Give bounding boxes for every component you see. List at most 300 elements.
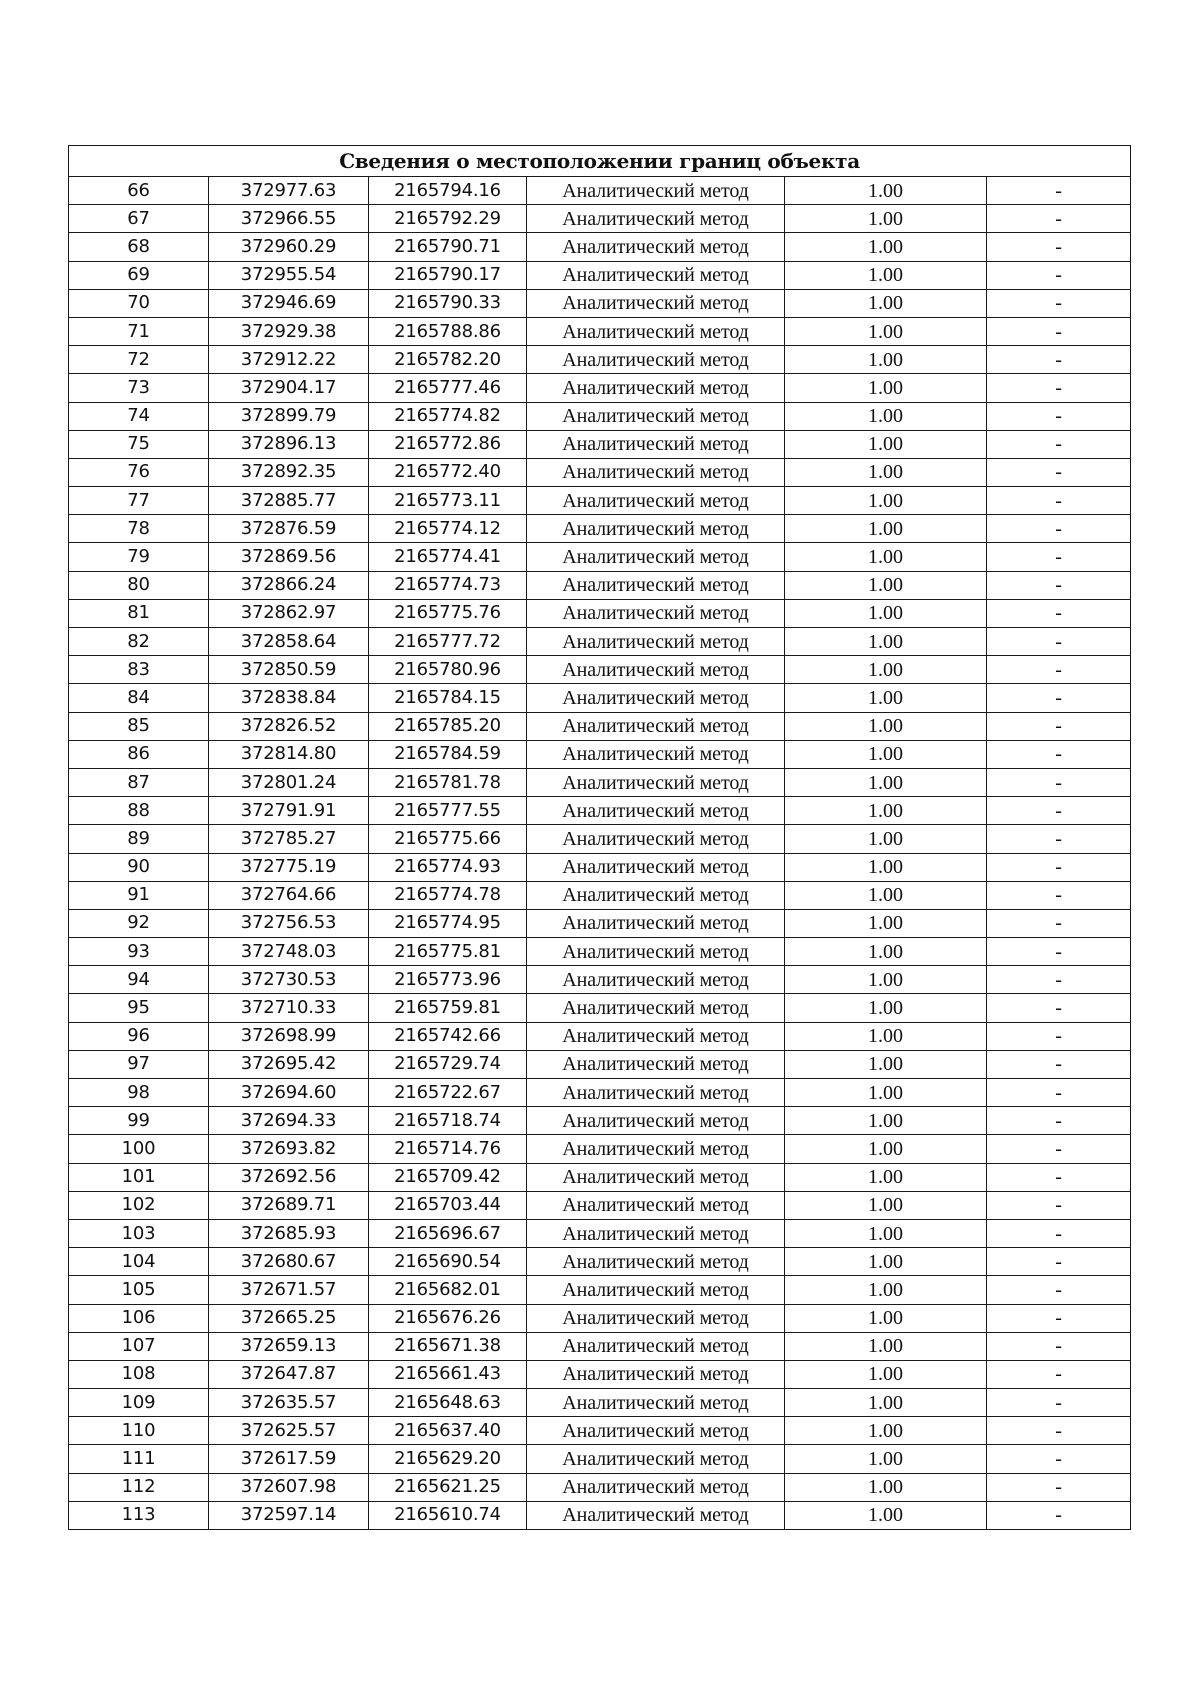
description-cell: - [987,1473,1131,1501]
table-row [69,1079,1131,1107]
accuracy-cell: 1.00 [785,458,987,486]
description-cell: - [987,571,1131,599]
accuracy-cell: 1.00 [785,1050,987,1078]
x-coordinate-cell: 372659.13 [209,1332,369,1360]
accuracy-cell: 1.00 [785,205,987,233]
y-coordinate-cell: 2165703.44 [369,1191,527,1219]
table-body [69,146,1131,1530]
x-coordinate-cell: 372698.99 [209,1022,369,1050]
description-cell: - [987,1501,1131,1529]
table-row [69,1191,1131,1219]
accuracy-cell: 1.00 [785,1304,987,1332]
description-cell: - [987,825,1131,853]
accuracy-cell: 1.00 [785,825,987,853]
point-number-cell: 72 [69,346,209,374]
method-cell: Аналитический метод [527,543,785,571]
x-coordinate-cell: 372977.63 [209,177,369,205]
y-coordinate-cell: 2165782.20 [369,346,527,374]
point-number-cell: 90 [69,853,209,881]
method-cell: Аналитический метод [527,1107,785,1135]
description-cell: - [987,1022,1131,1050]
method-cell: Аналитический метод [527,1473,785,1501]
y-coordinate-cell: 2165773.11 [369,487,527,515]
description-cell: - [987,712,1131,740]
method-cell: Аналитический метод [527,1163,785,1191]
description-cell: - [987,1107,1131,1135]
table-row [69,205,1131,233]
point-number-cell: 92 [69,909,209,937]
x-coordinate-cell: 372775.19 [209,853,369,881]
description-cell: - [987,261,1131,289]
point-number-cell: 76 [69,458,209,486]
y-coordinate-cell: 2165676.26 [369,1304,527,1332]
y-coordinate-cell: 2165610.74 [369,1501,527,1529]
x-coordinate-cell: 372929.38 [209,317,369,345]
accuracy-cell: 1.00 [785,740,987,768]
method-cell: Аналитический метод [527,1276,785,1304]
method-cell: Аналитический метод [527,374,785,402]
accuracy-cell: 1.00 [785,966,987,994]
point-number-cell: 106 [69,1304,209,1332]
method-cell: Аналитический метод [527,177,785,205]
description-cell: - [987,938,1131,966]
y-coordinate-cell: 2165774.82 [369,402,527,430]
accuracy-cell: 1.00 [785,374,987,402]
x-coordinate-cell: 372912.22 [209,346,369,374]
method-cell: Аналитический метод [527,1219,785,1247]
method-cell: Аналитический метод [527,1417,785,1445]
point-number-cell: 79 [69,543,209,571]
point-number-cell: 100 [69,1135,209,1163]
x-coordinate-cell: 372625.57 [209,1417,369,1445]
table-row [69,909,1131,937]
method-cell: Аналитический метод [527,797,785,825]
accuracy-cell: 1.00 [785,656,987,684]
description-cell: - [987,599,1131,627]
method-cell: Аналитический метод [527,684,785,712]
accuracy-cell: 1.00 [785,599,987,627]
table-row [69,515,1131,543]
table-row [69,656,1131,684]
x-coordinate-cell: 372756.53 [209,909,369,937]
accuracy-cell: 1.00 [785,1501,987,1529]
table-title: Сведения о местоположении границ объекта [69,146,1131,177]
x-coordinate-cell: 372869.56 [209,543,369,571]
y-coordinate-cell: 2165781.78 [369,768,527,796]
y-coordinate-cell: 2165629.20 [369,1445,527,1473]
y-coordinate-cell: 2165774.78 [369,881,527,909]
y-coordinate-cell: 2165790.71 [369,233,527,261]
description-cell: - [987,543,1131,571]
accuracy-cell: 1.00 [785,853,987,881]
y-coordinate-cell: 2165777.46 [369,374,527,402]
method-cell: Аналитический метод [527,1445,785,1473]
table-row [69,938,1131,966]
method-cell: Аналитический метод [527,966,785,994]
x-coordinate-cell: 372876.59 [209,515,369,543]
x-coordinate-cell: 372791.91 [209,797,369,825]
table-row [69,1501,1131,1529]
point-number-cell: 86 [69,740,209,768]
table-row [69,458,1131,486]
y-coordinate-cell: 2165774.41 [369,543,527,571]
table-row [69,881,1131,909]
x-coordinate-cell: 372858.64 [209,628,369,656]
y-coordinate-cell: 2165775.81 [369,938,527,966]
description-cell: - [987,1050,1131,1078]
point-number-cell: 66 [69,177,209,205]
x-coordinate-cell: 372730.53 [209,966,369,994]
y-coordinate-cell: 2165718.74 [369,1107,527,1135]
point-number-cell: 96 [69,1022,209,1050]
point-number-cell: 81 [69,599,209,627]
x-coordinate-cell: 372694.33 [209,1107,369,1135]
accuracy-cell: 1.00 [785,994,987,1022]
y-coordinate-cell: 2165637.40 [369,1417,527,1445]
accuracy-cell: 1.00 [785,1022,987,1050]
x-coordinate-cell: 372689.71 [209,1191,369,1219]
method-cell: Аналитический метод [527,261,785,289]
table-row [69,768,1131,796]
description-cell: - [987,1389,1131,1417]
table-row [69,684,1131,712]
description-cell: - [987,1276,1131,1304]
point-number-cell: 98 [69,1079,209,1107]
accuracy-cell: 1.00 [785,261,987,289]
x-coordinate-cell: 372896.13 [209,430,369,458]
point-number-cell: 73 [69,374,209,402]
method-cell: Аналитический метод [527,1389,785,1417]
y-coordinate-cell: 2165784.59 [369,740,527,768]
y-coordinate-cell: 2165774.12 [369,515,527,543]
method-cell: Аналитический метод [527,1022,785,1050]
accuracy-cell: 1.00 [785,909,987,937]
accuracy-cell: 1.00 [785,881,987,909]
method-cell: Аналитический метод [527,317,785,345]
point-number-cell: 71 [69,317,209,345]
accuracy-cell: 1.00 [785,289,987,317]
y-coordinate-cell: 2165774.93 [369,853,527,881]
description-cell: - [987,1163,1131,1191]
table-row [69,289,1131,317]
accuracy-cell: 1.00 [785,543,987,571]
description-cell: - [987,1079,1131,1107]
point-number-cell: 91 [69,881,209,909]
method-cell: Аналитический метод [527,938,785,966]
table-row [69,487,1131,515]
x-coordinate-cell: 372685.93 [209,1219,369,1247]
point-number-cell: 94 [69,966,209,994]
description-cell: - [987,994,1131,1022]
point-number-cell: 75 [69,430,209,458]
table-row [69,1417,1131,1445]
y-coordinate-cell: 2165775.76 [369,599,527,627]
y-coordinate-cell: 2165772.86 [369,430,527,458]
description-cell: - [987,853,1131,881]
x-coordinate-cell: 372665.25 [209,1304,369,1332]
method-cell: Аналитический метод [527,487,785,515]
method-cell: Аналитический метод [527,712,785,740]
method-cell: Аналитический метод [527,628,785,656]
table-row [69,1163,1131,1191]
x-coordinate-cell: 372695.42 [209,1050,369,1078]
table-row [69,966,1131,994]
description-cell: - [987,177,1131,205]
method-cell: Аналитический метод [527,233,785,261]
y-coordinate-cell: 2165714.76 [369,1135,527,1163]
x-coordinate-cell: 372826.52 [209,712,369,740]
y-coordinate-cell: 2165621.25 [369,1473,527,1501]
y-coordinate-cell: 2165722.67 [369,1079,527,1107]
x-coordinate-cell: 372904.17 [209,374,369,402]
description-cell: - [987,1248,1131,1276]
accuracy-cell: 1.00 [785,317,987,345]
method-cell: Аналитический метод [527,994,785,1022]
accuracy-cell: 1.00 [785,487,987,515]
method-cell: Аналитический метод [527,430,785,458]
method-cell: Аналитический метод [527,1360,785,1388]
accuracy-cell: 1.00 [785,1135,987,1163]
description-cell: - [987,1360,1131,1388]
description-cell: - [987,289,1131,317]
x-coordinate-cell: 372647.87 [209,1360,369,1388]
description-cell: - [987,797,1131,825]
point-number-cell: 113 [69,1501,209,1529]
x-coordinate-cell: 372607.98 [209,1473,369,1501]
accuracy-cell: 1.00 [785,1389,987,1417]
method-cell: Аналитический метод [527,599,785,627]
y-coordinate-cell: 2165790.33 [369,289,527,317]
x-coordinate-cell: 372955.54 [209,261,369,289]
method-cell: Аналитический метод [527,1079,785,1107]
point-number-cell: 80 [69,571,209,599]
table-row [69,1473,1131,1501]
description-cell: - [987,768,1131,796]
description-cell: - [987,205,1131,233]
table-row [69,261,1131,289]
point-number-cell: 102 [69,1191,209,1219]
y-coordinate-cell: 2165777.55 [369,797,527,825]
point-number-cell: 105 [69,1276,209,1304]
point-number-cell: 95 [69,994,209,1022]
point-number-cell: 84 [69,684,209,712]
point-number-cell: 89 [69,825,209,853]
method-cell: Аналитический метод [527,740,785,768]
x-coordinate-cell: 372885.77 [209,487,369,515]
accuracy-cell: 1.00 [785,177,987,205]
y-coordinate-cell: 2165780.96 [369,656,527,684]
boundary-coordinates-table [68,145,1131,1530]
table-row [69,317,1131,345]
x-coordinate-cell: 372693.82 [209,1135,369,1163]
method-cell: Аналитический метод [527,1191,785,1219]
point-number-cell: 97 [69,1050,209,1078]
point-number-cell: 108 [69,1360,209,1388]
description-cell: - [987,909,1131,937]
x-coordinate-cell: 372694.60 [209,1079,369,1107]
point-number-cell: 88 [69,797,209,825]
description-cell: - [987,1304,1131,1332]
y-coordinate-cell: 2165661.43 [369,1360,527,1388]
table-row [69,177,1131,205]
x-coordinate-cell: 372692.56 [209,1163,369,1191]
description-cell: - [987,402,1131,430]
point-number-cell: 67 [69,205,209,233]
description-cell: - [987,1191,1131,1219]
y-coordinate-cell: 2165648.63 [369,1389,527,1417]
table-row [69,346,1131,374]
accuracy-cell: 1.00 [785,1417,987,1445]
table-row [69,233,1131,261]
table-row [69,571,1131,599]
table-row [69,740,1131,768]
accuracy-cell: 1.00 [785,1360,987,1388]
x-coordinate-cell: 372960.29 [209,233,369,261]
table-row [69,543,1131,571]
accuracy-cell: 1.00 [785,402,987,430]
method-cell: Аналитический метод [527,1501,785,1529]
table-row [69,374,1131,402]
accuracy-cell: 1.00 [785,515,987,543]
table-row [69,1276,1131,1304]
accuracy-cell: 1.00 [785,1107,987,1135]
y-coordinate-cell: 2165774.95 [369,909,527,937]
y-coordinate-cell: 2165690.54 [369,1248,527,1276]
x-coordinate-cell: 372748.03 [209,938,369,966]
table-row [69,402,1131,430]
method-cell: Аналитический метод [527,1248,785,1276]
point-number-cell: 85 [69,712,209,740]
description-cell: - [987,1445,1131,1473]
y-coordinate-cell: 2165775.66 [369,825,527,853]
point-number-cell: 77 [69,487,209,515]
y-coordinate-cell: 2165774.73 [369,571,527,599]
method-cell: Аналитический метод [527,909,785,937]
method-cell: Аналитический метод [527,656,785,684]
y-coordinate-cell: 2165742.66 [369,1022,527,1050]
point-number-cell: 69 [69,261,209,289]
table-row [69,1304,1131,1332]
accuracy-cell: 1.00 [785,712,987,740]
table-row [69,430,1131,458]
x-coordinate-cell: 372892.35 [209,458,369,486]
table-row [69,1022,1131,1050]
description-cell: - [987,346,1131,374]
x-coordinate-cell: 372866.24 [209,571,369,599]
point-number-cell: 83 [69,656,209,684]
accuracy-cell: 1.00 [785,938,987,966]
accuracy-cell: 1.00 [785,628,987,656]
description-cell: - [987,1332,1131,1360]
method-cell: Аналитический метод [527,515,785,543]
description-cell: - [987,881,1131,909]
x-coordinate-cell: 372764.66 [209,881,369,909]
description-cell: - [987,1135,1131,1163]
accuracy-cell: 1.00 [785,768,987,796]
table-row [69,1107,1131,1135]
table-row [69,1248,1131,1276]
x-coordinate-cell: 372862.97 [209,599,369,627]
accuracy-cell: 1.00 [785,797,987,825]
method-cell: Аналитический метод [527,853,785,881]
accuracy-cell: 1.00 [785,1163,987,1191]
accuracy-cell: 1.00 [785,1219,987,1247]
x-coordinate-cell: 372838.84 [209,684,369,712]
y-coordinate-cell: 2165777.72 [369,628,527,656]
accuracy-cell: 1.00 [785,1276,987,1304]
y-coordinate-cell: 2165696.67 [369,1219,527,1247]
x-coordinate-cell: 372680.67 [209,1248,369,1276]
table-row [69,797,1131,825]
description-cell: - [987,487,1131,515]
x-coordinate-cell: 372785.27 [209,825,369,853]
table-row [69,994,1131,1022]
y-coordinate-cell: 2165729.74 [369,1050,527,1078]
x-coordinate-cell: 372801.24 [209,768,369,796]
description-cell: - [987,515,1131,543]
point-number-cell: 99 [69,1107,209,1135]
description-cell: - [987,317,1131,345]
point-number-cell: 87 [69,768,209,796]
accuracy-cell: 1.00 [785,1473,987,1501]
description-cell: - [987,740,1131,768]
point-number-cell: 107 [69,1332,209,1360]
y-coordinate-cell: 2165784.15 [369,684,527,712]
y-coordinate-cell: 2165671.38 [369,1332,527,1360]
table-row [69,628,1131,656]
description-cell: - [987,374,1131,402]
accuracy-cell: 1.00 [785,1445,987,1473]
x-coordinate-cell: 372710.33 [209,994,369,1022]
description-cell: - [987,628,1131,656]
x-coordinate-cell: 372617.59 [209,1445,369,1473]
y-coordinate-cell: 2165772.40 [369,458,527,486]
x-coordinate-cell: 372635.57 [209,1389,369,1417]
table-row [69,712,1131,740]
y-coordinate-cell: 2165792.29 [369,205,527,233]
table-row [69,825,1131,853]
point-number-cell: 68 [69,233,209,261]
description-cell: - [987,656,1131,684]
method-cell: Аналитический метод [527,571,785,599]
y-coordinate-cell: 2165773.96 [369,966,527,994]
point-number-cell: 110 [69,1417,209,1445]
y-coordinate-cell: 2165794.16 [369,177,527,205]
description-cell: - [987,233,1131,261]
y-coordinate-cell: 2165709.42 [369,1163,527,1191]
point-number-cell: 78 [69,515,209,543]
table-row [69,1389,1131,1417]
accuracy-cell: 1.00 [785,1079,987,1107]
x-coordinate-cell: 372597.14 [209,1501,369,1529]
table-row [69,1219,1131,1247]
method-cell: Аналитический метод [527,289,785,317]
table-title-row [69,146,1131,177]
accuracy-cell: 1.00 [785,571,987,599]
y-coordinate-cell: 2165785.20 [369,712,527,740]
table-row [69,1135,1131,1163]
method-cell: Аналитический метод [527,458,785,486]
x-coordinate-cell: 372899.79 [209,402,369,430]
table-row [69,1360,1131,1388]
method-cell: Аналитический метод [527,1304,785,1332]
point-number-cell: 101 [69,1163,209,1191]
table-row [69,1332,1131,1360]
point-number-cell: 82 [69,628,209,656]
x-coordinate-cell: 372814.80 [209,740,369,768]
method-cell: Аналитический метод [527,1050,785,1078]
point-number-cell: 74 [69,402,209,430]
